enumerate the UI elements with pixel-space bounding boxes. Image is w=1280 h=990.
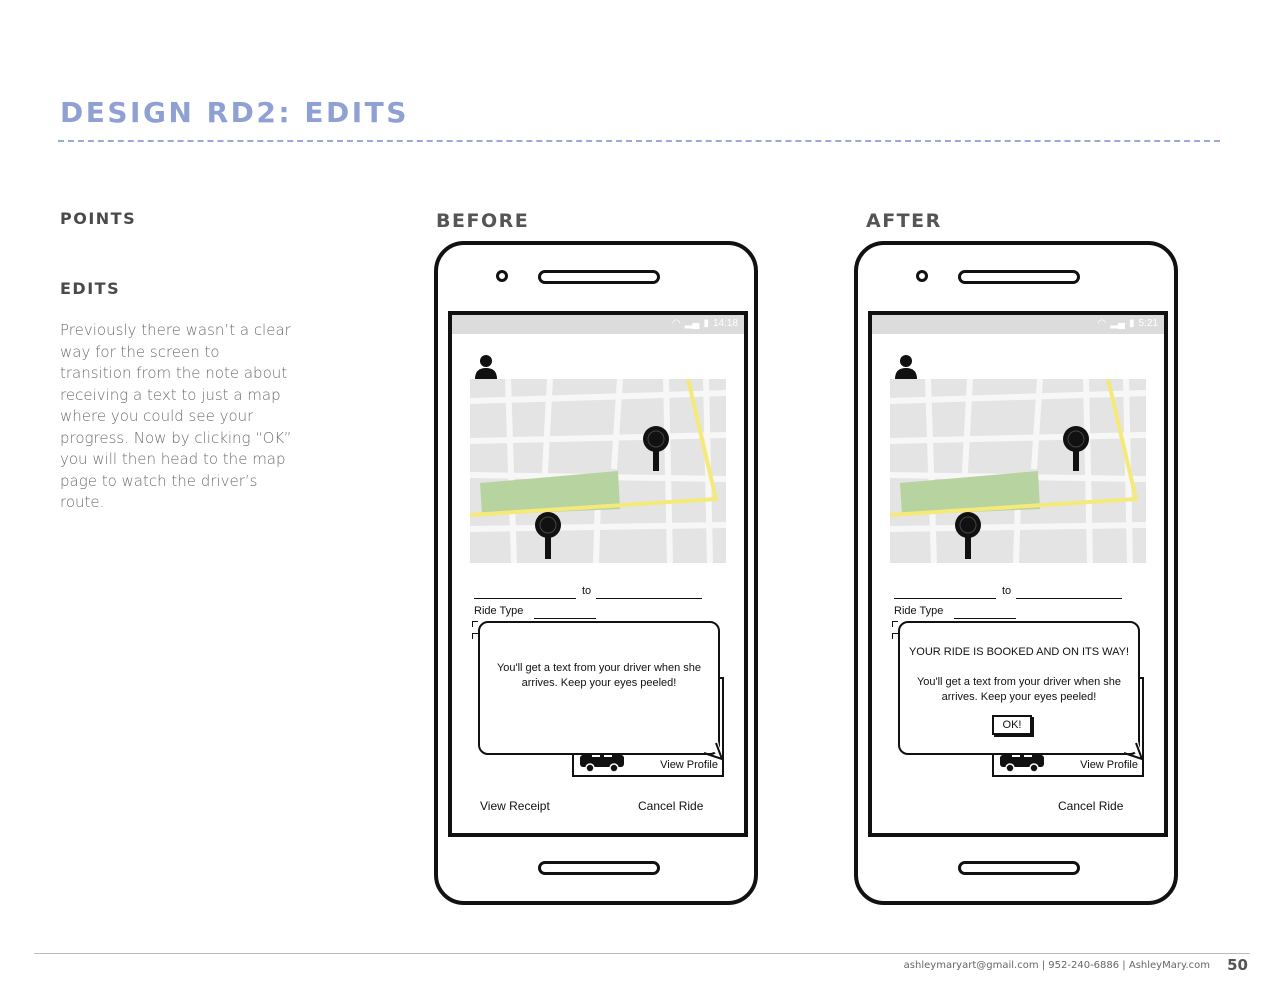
- route-fields[interactable]: [894, 585, 1124, 601]
- camera-icon: [916, 270, 928, 282]
- after-phone-mockup: [854, 241, 1178, 905]
- notification-text: You'll get a text from your driver when she arrives. Keep your eyes peeled!: [916, 676, 1122, 703]
- ride-type-label: Ride Type: [474, 605, 524, 617]
- edits-description: Previously there wasn’t a clear way for the screen to transition from the note about receiving a text to just a map where you could see your progress. Now by clicking “OK” you will then head to the map page to watch the driver’s route.: [60, 321, 292, 511]
- signal-icon: ▂▄: [684, 318, 700, 329]
- notification-bubble: [898, 621, 1140, 755]
- speaker-slot: [958, 270, 1080, 284]
- destination-field[interactable]: [1016, 598, 1122, 599]
- view-profile-link[interactable]: View Profile: [660, 759, 718, 771]
- ride-type-field[interactable]: [954, 618, 1016, 619]
- footer-contact: ashleymaryart@gmail.com | 952-240-6886 | AshleyMary.com: [903, 960, 1210, 971]
- points-heading: POINTS: [60, 209, 137, 228]
- status-time: 5:21: [1138, 318, 1158, 329]
- to-label: to: [582, 585, 592, 597]
- signal-icon: ▂▄: [1110, 318, 1126, 329]
- battery-icon: ▮: [1129, 318, 1135, 329]
- after-phone-screen: [868, 311, 1168, 837]
- page-title: DESIGN RD2: EDITS: [60, 96, 409, 129]
- origin-field[interactable]: [894, 598, 996, 599]
- user-icon[interactable]: [894, 353, 918, 379]
- notification-text: You'll get a text from your driver when she arrives. Keep your eyes peeled!: [496, 662, 702, 689]
- camera-icon: [496, 270, 508, 282]
- booking-confirmation-heading: YOUR RIDE IS BOOKED AND ON ITS WAY!: [908, 646, 1130, 658]
- footer-divider: [34, 953, 1250, 954]
- cancel-ride-link[interactable]: Cancel Ride: [638, 799, 704, 813]
- home-button: [958, 861, 1080, 875]
- user-icon[interactable]: [474, 353, 498, 379]
- wifi-icon: ◠: [671, 318, 681, 329]
- map-view[interactable]: [890, 379, 1146, 563]
- battery-icon: ▮: [703, 318, 709, 329]
- edits-heading: EDITS: [60, 279, 121, 298]
- title-divider: [58, 140, 1220, 142]
- status-bar: [452, 315, 744, 334]
- route-fields[interactable]: [474, 585, 704, 601]
- ok-button[interactable]: OK!: [992, 715, 1032, 735]
- notification-bubble: [478, 621, 720, 755]
- wifi-icon: ◠: [1097, 318, 1107, 329]
- before-heading: BEFORE: [436, 210, 530, 232]
- before-phone-screen: [448, 311, 748, 837]
- ride-type-field[interactable]: [534, 618, 596, 619]
- page-number: 50: [1227, 956, 1248, 974]
- after-heading: AFTER: [866, 210, 942, 232]
- speaker-slot: [538, 270, 660, 284]
- status-bar: [872, 315, 1164, 334]
- map-view[interactable]: [470, 379, 726, 563]
- view-profile-link[interactable]: View Profile: [1080, 759, 1138, 771]
- to-label: to: [1002, 585, 1012, 597]
- ride-type-label: Ride Type: [894, 605, 944, 617]
- view-receipt-link[interactable]: View Receipt: [480, 799, 550, 813]
- home-button: [538, 861, 660, 875]
- status-time: 14:18: [712, 318, 738, 329]
- origin-field[interactable]: [474, 598, 576, 599]
- before-phone-mockup: [434, 241, 758, 905]
- cancel-ride-link[interactable]: Cancel Ride: [1058, 799, 1124, 813]
- destination-field[interactable]: [596, 598, 702, 599]
